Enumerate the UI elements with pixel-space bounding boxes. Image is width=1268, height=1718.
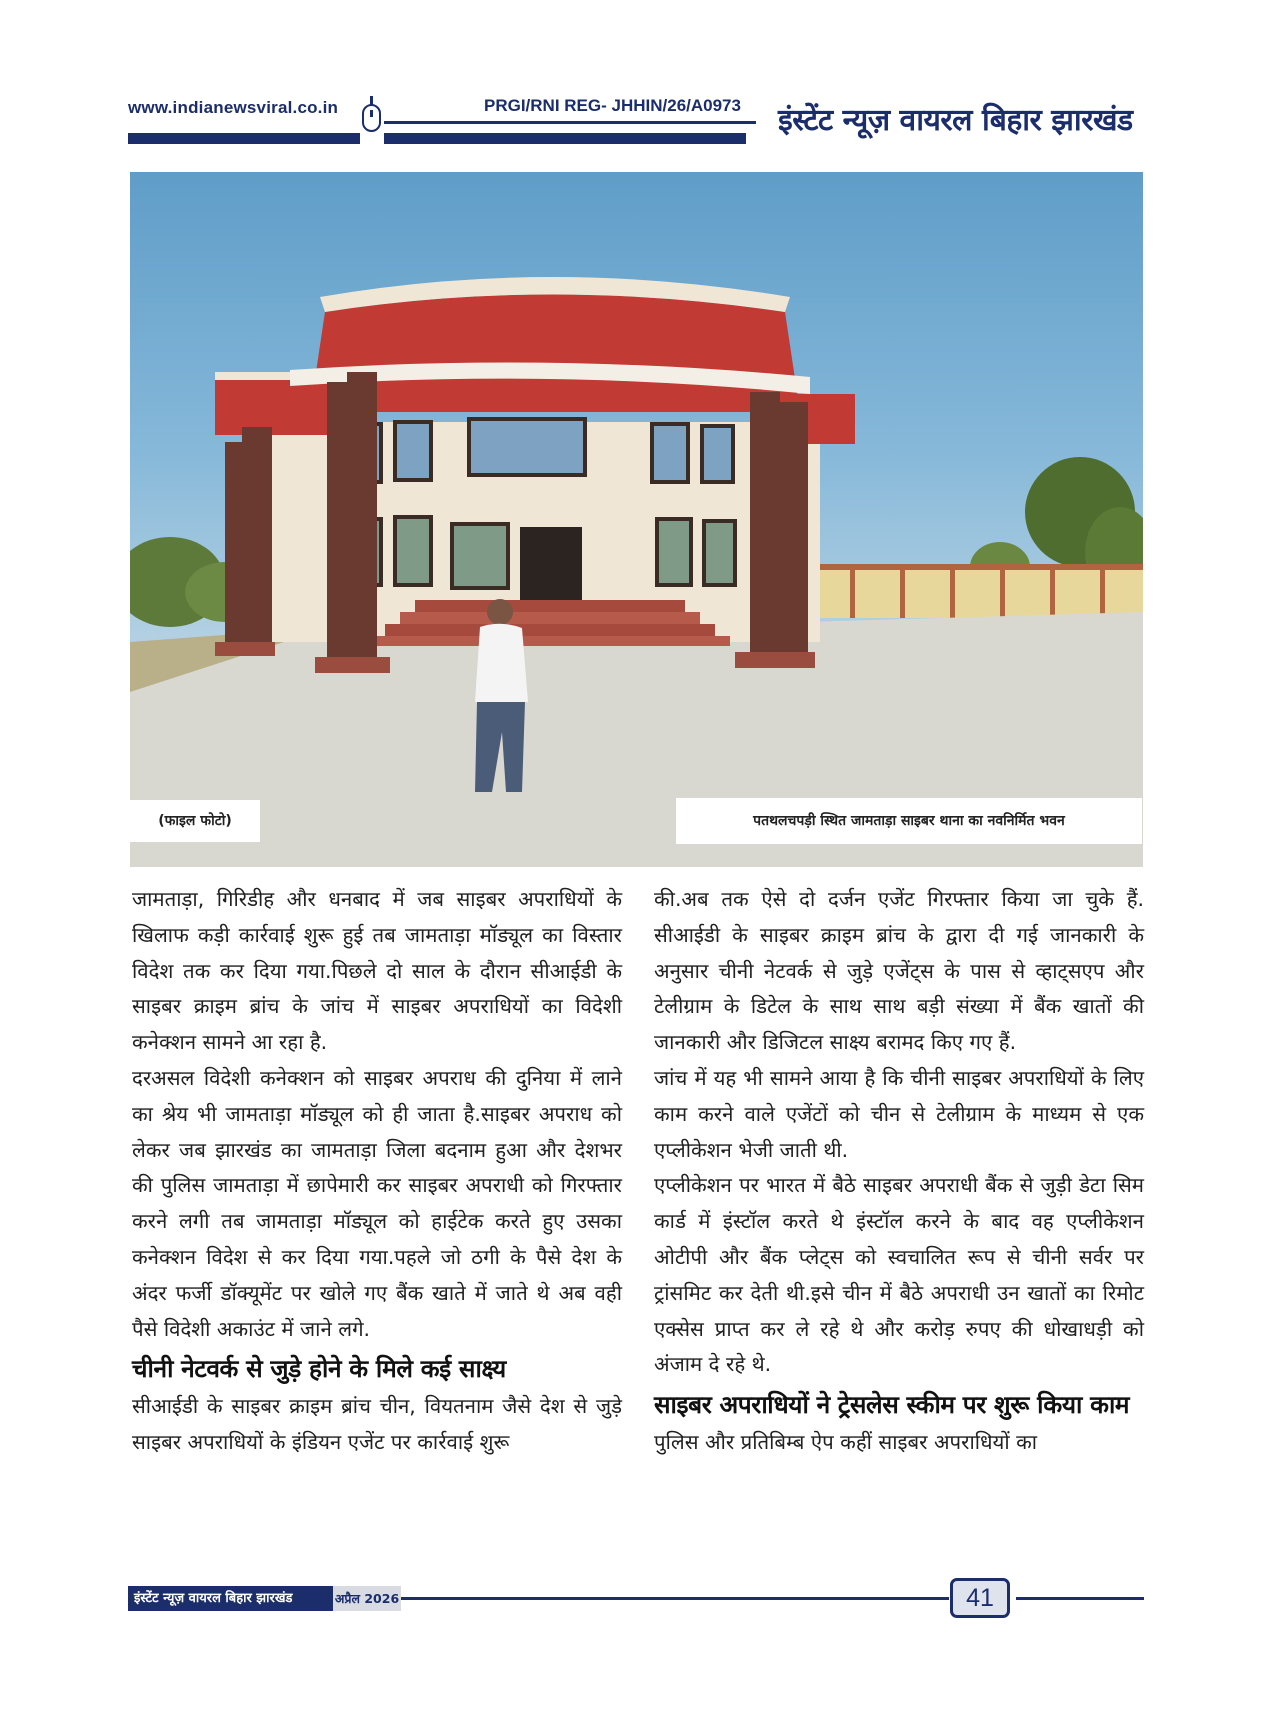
publication-title: इंस्टेंट न्यूज़ वायरल बिहार झारखंड bbox=[778, 103, 1133, 138]
website-url[interactable]: www.indianewsviral.co.in bbox=[128, 98, 339, 117]
registration-number: PRGI/RNI REG- JHHIN/26/A0973 bbox=[484, 96, 741, 115]
article-column-right bbox=[654, 882, 1144, 1461]
header-rule-right bbox=[384, 133, 746, 144]
article-column-left bbox=[132, 882, 622, 1461]
paragraph: पुलिस और प्रतिबिम्ब ऐप कहीं साइबर अपराधियों का bbox=[654, 1430, 1038, 1455]
building-illustration bbox=[130, 172, 1143, 867]
footer-publication: इंस्टेंट न्यूज़ वायरल बिहार झारखंड bbox=[128, 1586, 396, 1611]
paragraph: जामताड़ा, गिरिडीह और धनबाद में जब साइबर अपराधियों के खिलाफ कड़ी कार्रवाई शुरू हुई तब जामताड़ा मॉड्यूल का विस्तार विदेश तक कर दिया गया.पिछले दो साल के दौरान सीआईडी के साइबर क्राइम ब्रांच के जांच में साइबर अपराधियों का विदेशी कनेक्शन सामने आ रहा है. bbox=[132, 887, 622, 1055]
news-photo bbox=[130, 172, 1143, 867]
paragraph: जांच में यह भी सामने आया है कि चीनी साइबर अपराधियों के लिए काम करने वाले एजेंटों को चीन से टेलीग्राम के माध्यम से एक एप्लीकेशन भेजी जाती थी. bbox=[654, 1065, 1144, 1162]
subheading: चीनी नेटवर्क से जुड़े होने के मिले कई साक्ष्य bbox=[132, 1354, 506, 1384]
paragraph: एप्लीकेशन पर भारत में बैठे साइबर अपराधी बैंक से जुड़ी डेटा सिम कार्ड में इंस्टॉल करते थे इंस्टॉल करने के बाद वह एप्लीकेशन ओटीपी और बैंक प्लेट्स को स्वचालित रूप से चीनी सर्वर पर ट्रांसमिट कर देती थी.इसे चीन में बैठे अपराधी उन खातों का रिमोट एक्सेस प्राप्त कर ले रहे थे और करोड़ रुपए की धोखाधड़ी को अंजाम दे रहे थे. bbox=[654, 1173, 1144, 1377]
page-number: 41 bbox=[950, 1578, 1010, 1618]
header-rule-thin bbox=[384, 121, 756, 124]
paragraph: सीआईडी के साइबर क्राइम ब्रांच चीन, वियतनाम जैसे देश से जुड़े साइबर अपराधियों के इंडियन एजेंट पर कार्रवाई शुरू bbox=[132, 1394, 622, 1455]
footer-rule-right bbox=[1016, 1597, 1144, 1600]
header-rule-left bbox=[128, 133, 360, 144]
footer-rule bbox=[401, 1597, 949, 1600]
subheading: साइबर अपराधियों ने ट्रेसलेस स्कीम पर शुरू किया काम bbox=[654, 1390, 1130, 1420]
issue-month: अप्रैल 2026 bbox=[333, 1586, 401, 1611]
photo-credit: (फाइल फोटो) bbox=[130, 800, 260, 842]
photo-caption: पतथलचपड़ी स्थित जामताड़ा साइबर थाना का नवनिर्मित भवन bbox=[676, 798, 1142, 844]
paragraph: दरअसल विदेशी कनेक्शन को साइबर अपराध की दुनिया में लाने का श्रेय भी जामताड़ा मॉड्यूल को ही जाता है.साइबर अपराध को लेकर जब झारखंड का जामताड़ा जिला बदनाम हुआ और देशभर की पुलिस जामताड़ा में छापेमारी कर साइबर अपराधी को गिरफ्तार करने लगी तब जामताड़ा मॉड्यूल को हाईटेक करते हुए उसका कनेक्शन विदेश से कर दिया गया.पहले जो ठगी के पैसे देश के अंदर फर्जी डॉक्यूमेंट पर खोले गए बैंक खाते में जाते थे अब वही पैसे विदेशी अकाउंट में जाने लगे. bbox=[132, 1065, 622, 1341]
mouse-icon bbox=[362, 104, 381, 132]
paragraph: की.अब तक ऐसे दो दर्जन एजेंट गिरफ्तार किया जा चुके हैं. सीआईडी के साइबर क्राइम ब्रांच के द्वारा दी गई जानकारी के अनुसार चीनी नेटवर्क से जुड़े एजेंट्स के पास से व्हाट्सएप और टेलीग्राम के डिटेल के साथ साथ बड़ी संख्या में बैंक खातों की जानकारी और डिजिटल साक्ष्य बरामद किए गए हैं. bbox=[654, 887, 1144, 1055]
